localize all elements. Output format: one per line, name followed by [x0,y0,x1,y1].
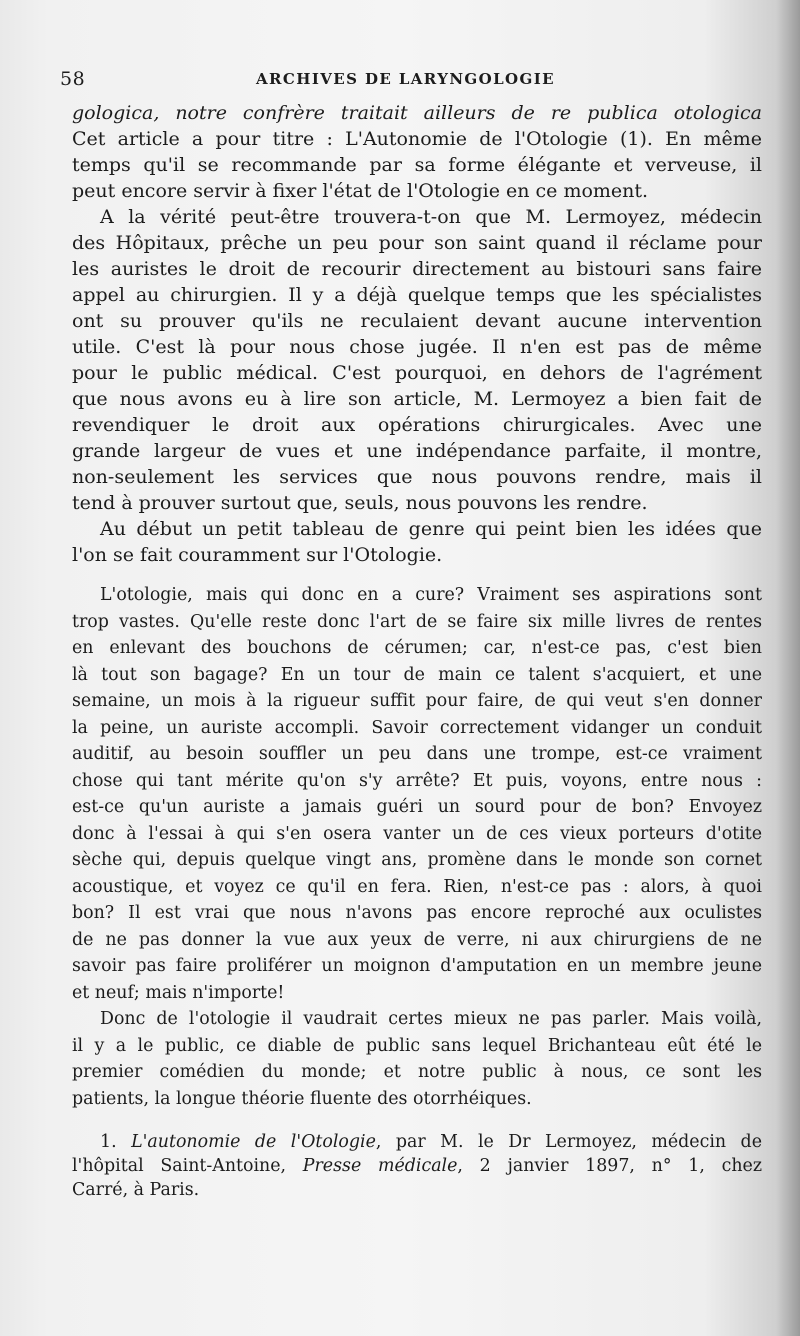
text-line: auditif, au besoin souffler un peu dans une trompe, est-ce vraiment [72,744,762,764]
text-line: L'otologie, mais qui donc en a cure? Vraiment ses aspirations sont [100,585,762,605]
text-line: l'on se fait couramment sur l'Otologie. [72,544,443,566]
text-line: il y a le public, ce diable de public sans lequel Brichanteau eût été le [72,1035,762,1056]
text-line: et neuf; mais n'importe! [72,982,285,1003]
text-line: sèche qui, depuis quelque vingt ans, promène dans le monde son cornet [72,850,762,870]
text-line: savoir pas faire proliférer un moignon d'amputation en un membre jeune [72,956,762,976]
text-line: des Hôpitaux, prêche un peu pour son saint quand il réclame pour [72,232,762,254]
paragraph-lermoyez [72,204,762,516]
text-line: Donc de l'otologie il vaudrait certes mieux ne pas parler. Mais voilà, [100,1009,762,1029]
footnote-line: Carré, à Paris. [72,1180,200,1200]
footnote-title: L'autonomie de l'Otologie [131,1132,376,1152]
text-line: revendiquer le droit aux opérations chirurgicales. Avec une [72,414,762,436]
text-line: grande largeur de vues et une indépendance parfaite, il montre, [72,440,762,462]
text-line: ont su prouver qu'ils ne reculaient devant aucune intervention [72,310,762,332]
text-line: chose qui tant mérite qu'on s'y arrête? Et puis, voyons, entre nous : [72,770,762,791]
text-line: trop vastes. Qu'elle reste donc l'art de se faire six mille livres de rentes [72,611,762,632]
text-line: premier comédien du monde; et notre public à nous, ce sont les [72,1062,762,1082]
text-line: utile. C'est là pour nous chose jugée. Il n'en est pas de même [72,336,762,358]
text-line: A la vérité peut-être trouvera-t-on que M. Lermoyez, médecin [100,206,762,228]
footnote-line: 1. L'autonomie de l'Otologie, par M. le Dr Lermoyez, médecin de [100,1132,762,1152]
text-line: patients, la longue théorie fluente des otorrhéiques. [72,1088,532,1109]
text-line: bon? Il est vrai que nous n'avons pas encore reproché aux oculistes [72,903,762,923]
text-line: appel au chirurgien. Il y a déjà quelque temps que les spécialistes [72,284,762,306]
text-line: non-seulement les services que nous pouvons rendre, mais il [72,466,762,488]
running-title: ARCHIVES DE LARYNGOLOGIE [256,70,555,88]
body-text [72,100,762,1202]
quotation-otologie [72,582,762,1112]
text-line: Cet article a pour titre : L'Autonomie de l'Otologie (1). En même [72,128,762,150]
text-line: en enlevant des bouchons de cérumen; car, n'est-ce pas, c'est bien [72,638,762,658]
text-line: Au début un petit tableau de genre qui peint bien les idées que [100,518,762,540]
text-line: peut encore servir à fixer l'état de l'Otologie en ce moment. [72,180,649,202]
footnote [72,1130,762,1202]
text-line: là tout son bagage? En un tour de main ce talent s'acquiert, et une [72,664,762,685]
text-line: semaine, un mois à la rigueur suffit pour faire, de qui veut s'en donner [72,691,762,711]
paragraph-intro [72,100,762,204]
text-line: de ne pas donner la vue aux yeux de verre, ni aux chirurgiens de ne [72,929,762,950]
page-number: 58 [60,68,86,90]
paragraph-debut [72,516,762,568]
text-line: les auristes le droit de recourir directement au bistouri sans faire [72,258,762,280]
text-line: gologica, notre confrère traitait ailleurs de re publica otologica [72,102,762,124]
text-line: donc à l'essai à qui s'en osera vanter un de ces vieux porteurs d'otite [72,823,762,844]
text-line: la peine, un auriste accompli. Savoir correctement vidanger un conduit [72,717,762,738]
text-line: pour le public médical. C'est pourquoi, en dehors de l'agrément [72,362,762,384]
footnote-line: l'hôpital Saint-Antoine, Presse médicale, 2 janvier 1897, n° 1, chez [72,1156,762,1176]
page-header [60,68,760,90]
text-line: acoustique, et voyez ce qu'il en fera. Rien, n'est-ce pas : alors, à quoi [72,876,762,897]
text-line: est-ce qu'un auriste a jamais guéri un sourd pour de bon? Envoyez [72,797,762,817]
text-line: tend à prouver surtout que, seuls, nous pouvons les rendre. [72,492,648,514]
text-line: que nous avons eu à lire son article, M. Lermoyez a bien fait de [72,388,762,410]
footnote-marker: 1. [100,1132,117,1152]
footnote-journal: Presse médicale [302,1156,458,1176]
text-line: temps qu'il se recommande par sa forme élégante et verveuse, il [72,154,762,176]
